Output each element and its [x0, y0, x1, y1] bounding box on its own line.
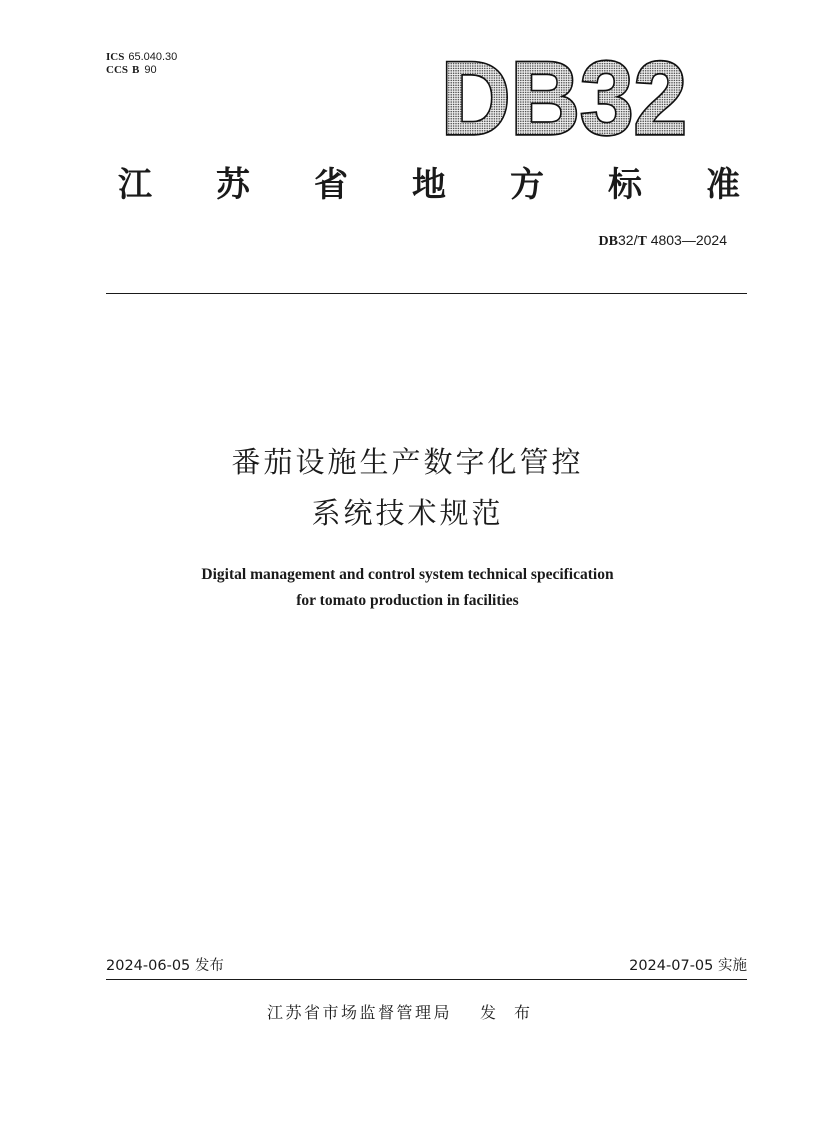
ccs-label: CCS — [106, 64, 129, 76]
ccs-line — [106, 63, 157, 77]
title-zh-line1: 番茄设施生产数字化管控 — [231, 445, 584, 479]
implement-date: 2024-07-05 实施 — [629, 958, 747, 974]
standard-type-char: 江 — [118, 165, 152, 205]
standard-type-title — [118, 160, 740, 210]
standard-type-char: 苏 — [216, 165, 250, 205]
title-zh-line2: 系统技术规范 — [311, 496, 504, 530]
ics-code: 65.040.30 — [128, 51, 178, 63]
publisher-action: 发布 — [480, 1003, 549, 1022]
publisher-org: 江苏省市场监督管理局 — [266, 1003, 452, 1022]
standard-type-char: 方 — [510, 165, 544, 205]
standard-number-code: 4803—2024 — [646, 232, 727, 248]
standard-type-char: 地 — [412, 165, 446, 205]
standard-type-char: 标 — [608, 165, 642, 205]
ics-line — [106, 50, 177, 64]
ccs-letter: B — [132, 64, 140, 76]
db32-logo-text: DB32 — [441, 48, 687, 144]
ccs-code: 90 — [144, 64, 157, 76]
standard-number-prefix: DB — [598, 234, 618, 249]
standard-number-type: T — [637, 234, 647, 249]
publisher — [0, 1002, 815, 1024]
standard-number-province: 32/ — [618, 232, 638, 248]
title-en-line1: Digital management and control system technical specification — [201, 566, 614, 583]
footer-divider — [106, 979, 747, 980]
publish-date: 2024-06-05 发布 — [106, 958, 224, 974]
standard-number — [599, 231, 727, 251]
title-en-line2: for tomato production in facilities — [296, 592, 519, 609]
standard-type-char: 准 — [706, 165, 740, 205]
header-divider — [106, 293, 747, 294]
ics-label: ICS — [106, 51, 125, 63]
standard-type-char: 省 — [314, 165, 348, 205]
db32-logo — [438, 48, 690, 144]
